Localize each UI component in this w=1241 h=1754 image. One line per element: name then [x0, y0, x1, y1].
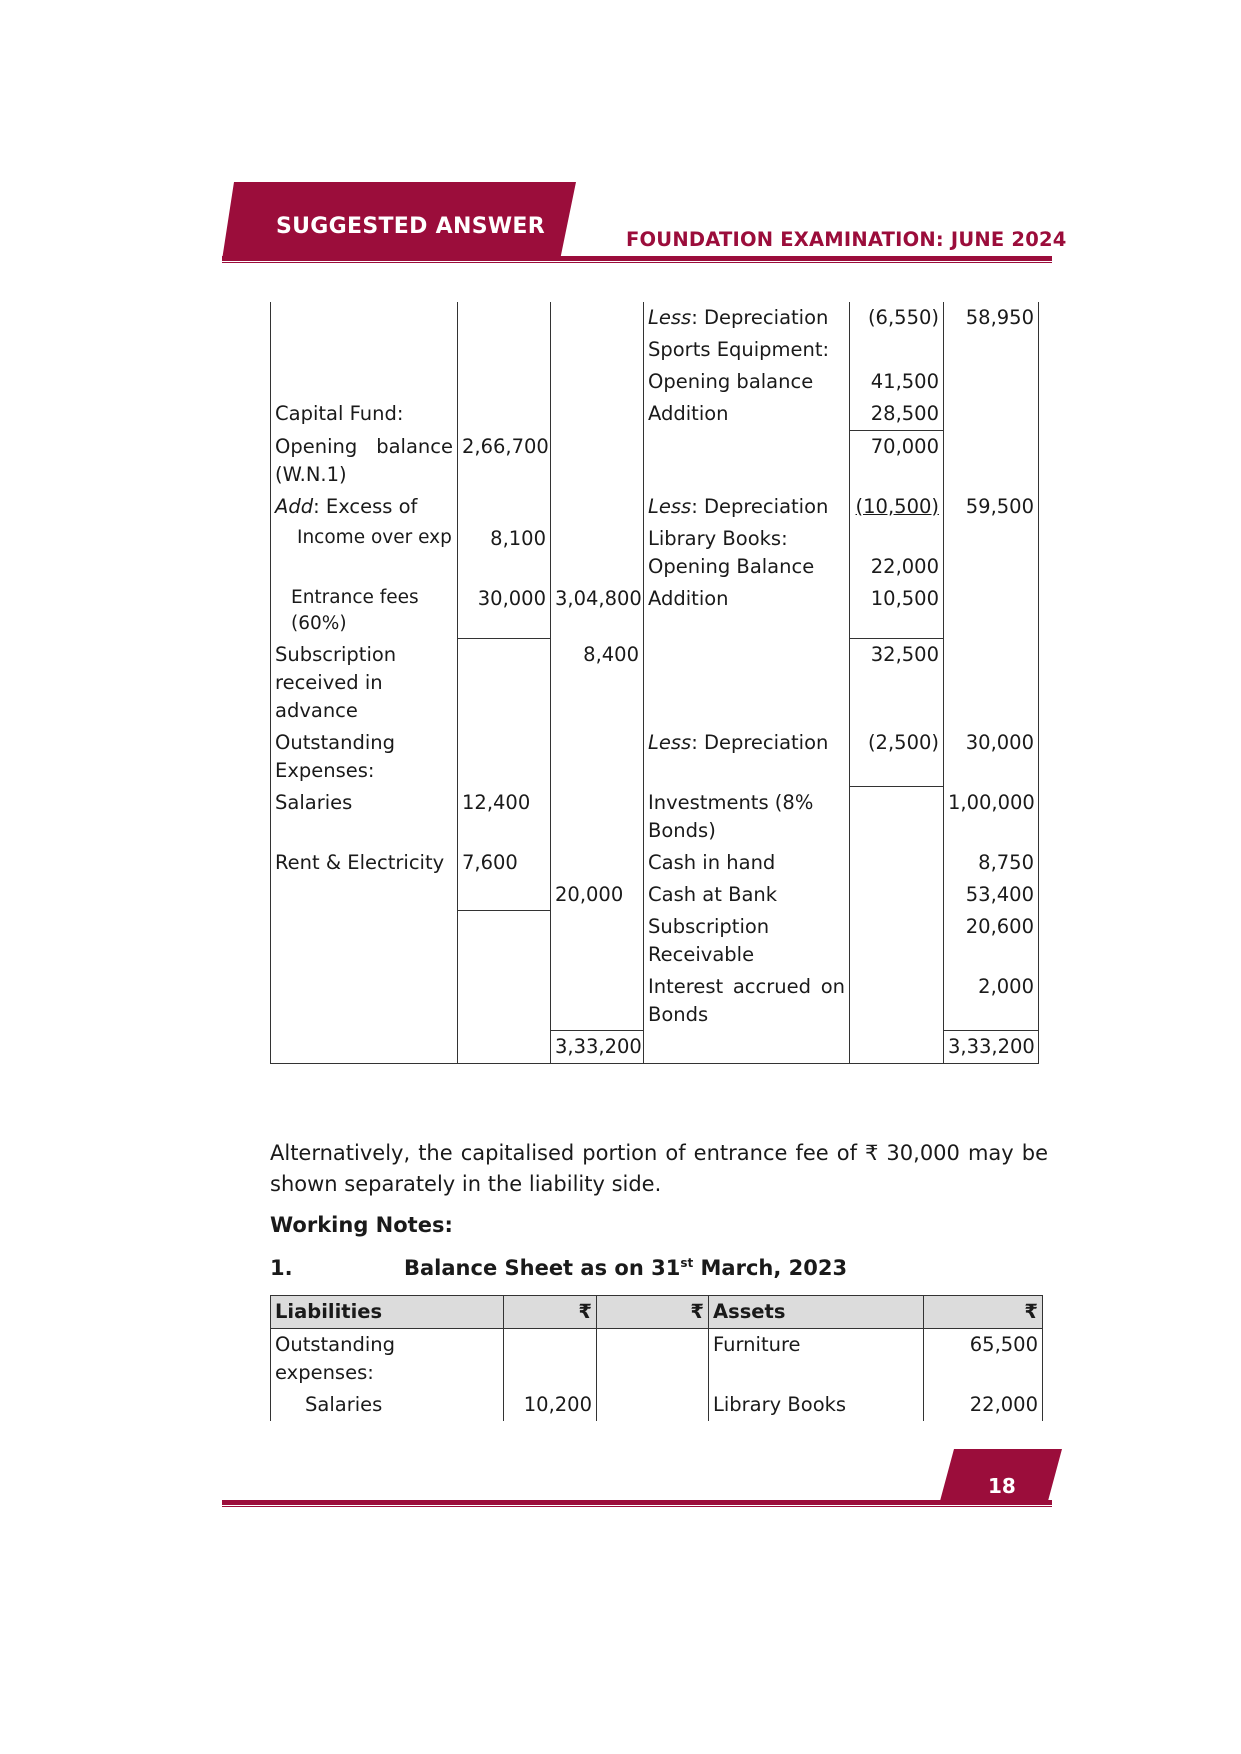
- table-row: [271, 727, 1039, 787]
- exam-title: FOUNDATION EXAMINATION: JUNE 2024: [626, 228, 1067, 251]
- asset-amount: (6,550): [850, 302, 944, 334]
- asset-amount: (10,500): [850, 491, 944, 523]
- page-number: 18: [988, 1474, 1016, 1498]
- asset-total: 2,000: [944, 971, 1039, 1031]
- header-rupee: ₹: [924, 1296, 1043, 1329]
- liability-label: Outstanding expenses:: [271, 1329, 504, 1390]
- asset-amount: 41,500: [850, 366, 944, 398]
- asset-label: Addition: [644, 398, 850, 431]
- table-row: [271, 1329, 1043, 1390]
- asset-amount: 28,500: [850, 398, 944, 431]
- liability-label: Capital Fund:: [271, 398, 458, 431]
- footer-rule-thin: [222, 1506, 1052, 1507]
- table-row: [271, 431, 1039, 491]
- liability-label: Entrance fees (60%): [271, 583, 458, 639]
- table-row: [271, 398, 1039, 431]
- continued-balance-sheet-table: [270, 302, 1039, 1064]
- asset-amount: 32,500: [850, 639, 944, 727]
- asset-amount: 10,500: [850, 583, 944, 639]
- table-row: [271, 302, 1039, 334]
- header-rupee: ₹: [597, 1296, 709, 1329]
- liability-total: 20,000: [551, 879, 644, 911]
- asset-total: 8,750: [944, 847, 1039, 879]
- note-number: 1.: [270, 1256, 293, 1280]
- liability-amount: 12,400: [458, 787, 551, 847]
- table-row: [271, 334, 1039, 366]
- asset-label: Addition: [644, 583, 850, 639]
- asset-label: Less: Depreciation: [644, 727, 850, 787]
- table-row: [271, 366, 1039, 398]
- header-rule-thin: [222, 262, 1052, 263]
- table-row: [271, 787, 1039, 847]
- asset-label: Sports Equipment:: [644, 334, 850, 366]
- header-assets: Assets: [709, 1296, 924, 1329]
- header-rule: [222, 256, 1052, 261]
- asset-label: Less: Depreciation: [644, 302, 850, 334]
- asset-amount: (2,500): [850, 727, 944, 787]
- table-row: [271, 491, 1039, 523]
- table-header-row: [271, 1296, 1043, 1329]
- liability-amount: 7,600: [458, 847, 551, 879]
- asset-label: Library Books: Opening Balance: [644, 523, 850, 583]
- liability-label: Outstanding Expenses:: [271, 727, 458, 787]
- asset-label: Cash at Bank: [644, 879, 850, 911]
- note-paragraph: Alternatively, the capitalised portion of entrance fee of ₹ 30,000 may be shown separately in the liability side.: [270, 1141, 1048, 1196]
- asset-total: 58,950: [944, 302, 1039, 334]
- asset-total: 53,400: [944, 879, 1039, 911]
- asset-label: Cash in hand: [644, 847, 850, 879]
- opening-balance-sheet-table: [270, 1295, 1043, 1421]
- asset-total: 20,600: [944, 911, 1039, 971]
- asset-label: Subscription Receivable: [644, 911, 850, 971]
- working-notes-heading: Working Notes:: [270, 1213, 453, 1237]
- asset-total: 30,000: [944, 727, 1039, 787]
- liability-amount: 8,100: [458, 523, 551, 583]
- liability-amount: 30,000: [458, 583, 551, 639]
- liability-label: Add: Excess of: [271, 491, 458, 523]
- asset-amount: 70,000: [850, 431, 944, 491]
- table-row: [271, 1389, 1043, 1421]
- table-row: [271, 879, 1039, 911]
- table-row: [271, 583, 1039, 639]
- header-rupee: ₹: [504, 1296, 597, 1329]
- assets-grand-total: 3,33,200: [944, 1031, 1039, 1064]
- table-row: [271, 847, 1039, 879]
- liability-label: Opening balance (W.N.1): [271, 431, 458, 491]
- liability-label: Subscription received in advance: [271, 639, 458, 727]
- asset-amount: 22,000: [850, 523, 944, 583]
- asset-label: Opening balance: [644, 366, 850, 398]
- footer-rule: [222, 1500, 1052, 1505]
- table-row-total: [271, 1031, 1039, 1064]
- liability-label: Salaries: [271, 787, 458, 847]
- balance-sheet-title: Balance Sheet as on 31st March, 2023: [404, 1256, 848, 1280]
- asset-label: Library Books: [709, 1389, 924, 1421]
- asset-label: Less: Depreciation: [644, 491, 850, 523]
- table-row: [271, 523, 1039, 583]
- liability-label: Rent & Electricity: [271, 847, 458, 879]
- table-row: [271, 971, 1039, 1031]
- liability-amount: 2,66,700: [458, 431, 551, 491]
- asset-total: 59,500: [944, 491, 1039, 523]
- asset-label: Investments (8% Bonds): [644, 787, 850, 847]
- liability-total: 3,04,800: [551, 583, 644, 639]
- asset-label: Furniture: [709, 1329, 924, 1390]
- asset-amount: 22,000: [924, 1389, 1043, 1421]
- asset-total: 1,00,000: [944, 787, 1039, 847]
- liability-label: Salaries: [271, 1389, 504, 1421]
- table-row: [271, 911, 1039, 971]
- header-liabilities: Liabilities: [271, 1296, 504, 1329]
- header-tab-label: SUGGESTED ANSWER: [276, 214, 545, 239]
- liability-total: 8,400: [551, 639, 644, 727]
- liabilities-grand-total: 3,33,200: [551, 1031, 644, 1064]
- liability-amount: 10,200: [504, 1389, 597, 1421]
- asset-label: Interest accrued on Bonds: [644, 971, 850, 1031]
- asset-amount: 65,500: [924, 1329, 1043, 1390]
- liability-label: Income over exp: [271, 523, 458, 583]
- table-row: [271, 639, 1039, 727]
